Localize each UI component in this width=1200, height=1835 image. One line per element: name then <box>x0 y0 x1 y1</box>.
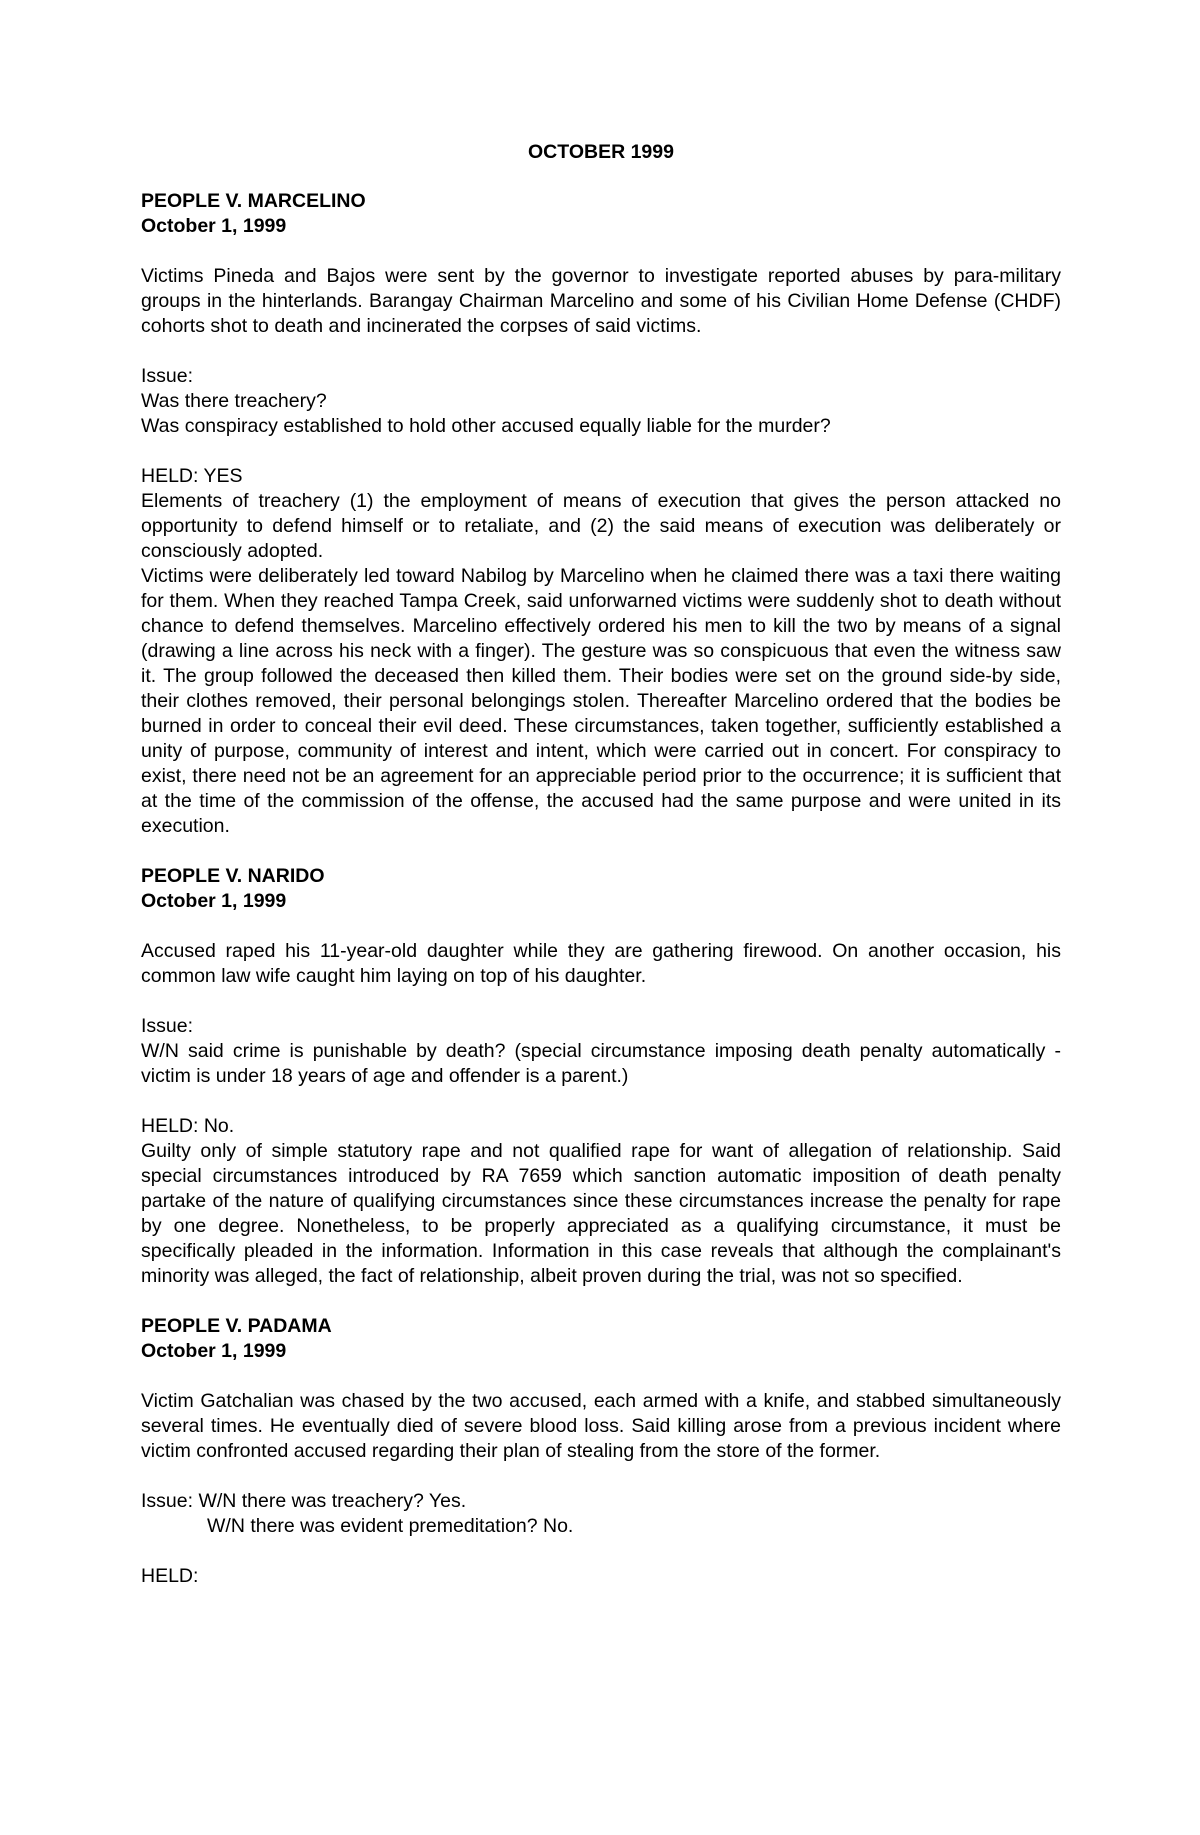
held-paragraph: Elements of treachery (1) the employment of means of execution that gives the person attacked no opportunity to defend himself or to retaliate, and (2) the said means of execution was deliberately or consciously adopted. <box>141 490 1061 562</box>
case-title: PEOPLE V. NARIDO <box>141 865 325 887</box>
case-title: PEOPLE V. MARCELINO <box>141 190 366 212</box>
case-facts: Accused raped his 11-year-old daughter while they are gathering firewood. On another occasion, his common law wife caught him laying on top of his daughter. <box>141 940 1061 987</box>
issue-item: Was conspiracy established to hold other accused equally liable for the murder? <box>141 415 831 437</box>
case-padama <box>141 1314 1061 1589</box>
held-label: HELD: No. <box>141 1115 235 1137</box>
held-paragraph: Victims were deliberately led toward Nabilog by Marcelino when he claimed there was a taxi there waiting for them. When they reached Tampa Creek, said unforwarned victims were suddenly shot to death without chance to defend themselves. Marcelino effectively ordered his men to kill the two by means of a signal (drawing a line across his neck with a finger). The gesture was so conspicuous that even the witness saw it. The group followed the deceased then killed them. Their bodies were set on the ground side-by side, their clothes removed, their personal belongings stolen. Thereafter Marcelino ordered that the bodies be burned in order to conceal their evil deed. These circumstances, taken together, sufficiently established a unity of purpose, community of interest and intent, which were carried out in concert. For conspiracy to exist, there need not be an agreement for an appreciable period prior to the occurrence; it is sufficient that at the time of the commission of the offense, the accused had the same purpose and were united in its execution. <box>141 565 1061 837</box>
issue-line: W/N there was evident premeditation? No. <box>207 1515 574 1537</box>
case-date: October 1, 1999 <box>141 1340 287 1362</box>
issue-item: Was there treachery? <box>141 390 327 412</box>
issue-line: Issue: W/N there was treachery? Yes. <box>141 1490 467 1512</box>
case-narido <box>141 864 1061 1289</box>
issue-item: W/N said crime is punishable by death? (special circumstance imposing death penalty automatically - victim is under 18 years of age and offender is a parent.) <box>141 1040 1061 1087</box>
issue-label: Issue: <box>141 1015 194 1037</box>
case-facts: Victims Pineda and Bajos were sent by the governor to investigate reported abuses by para-military groups in the hinterlands. Barangay Chairman Marcelino and some of his Civilian Home Defense (CHDF) cohorts shot to death and incinerated the corpses of said victims. <box>141 265 1061 337</box>
case-title: PEOPLE V. PADAMA <box>141 1315 332 1337</box>
document-title: OCTOBER 1999 <box>528 141 674 163</box>
case-date: October 1, 1999 <box>141 890 287 912</box>
case-date: October 1, 1999 <box>141 215 287 237</box>
issue-label: Issue: <box>141 365 194 387</box>
case-marcelino <box>141 189 1061 839</box>
document-page <box>141 140 1061 1614</box>
held-label: HELD: YES <box>141 465 243 487</box>
case-facts: Victim Gatchalian was chased by the two accused, each armed with a knife, and stabbed simultaneously several times. He eventually died of severe blood loss. Said killing arose from a previous incident where victim confronted accused regarding their plan of stealing from the store of the former. <box>141 1390 1061 1462</box>
held-paragraph: Guilty only of simple statutory rape and not qualified rape for want of allegation of relationship. Said special circumstances introduced by RA 7659 which sanction automatic imposition of death penalty partake of the nature of qualifying circumstances since these circumstances increase the penalty for rape by one degree. Nonetheless, to be properly appreciated as a qualifying circumstance, it must be specifically pleaded in the information. Information in this case reveals that although the complainant's minority was alleged, the fact of relationship, albeit proven during the trial, was not so specified. <box>141 1140 1061 1287</box>
held-label: HELD: <box>141 1565 199 1587</box>
